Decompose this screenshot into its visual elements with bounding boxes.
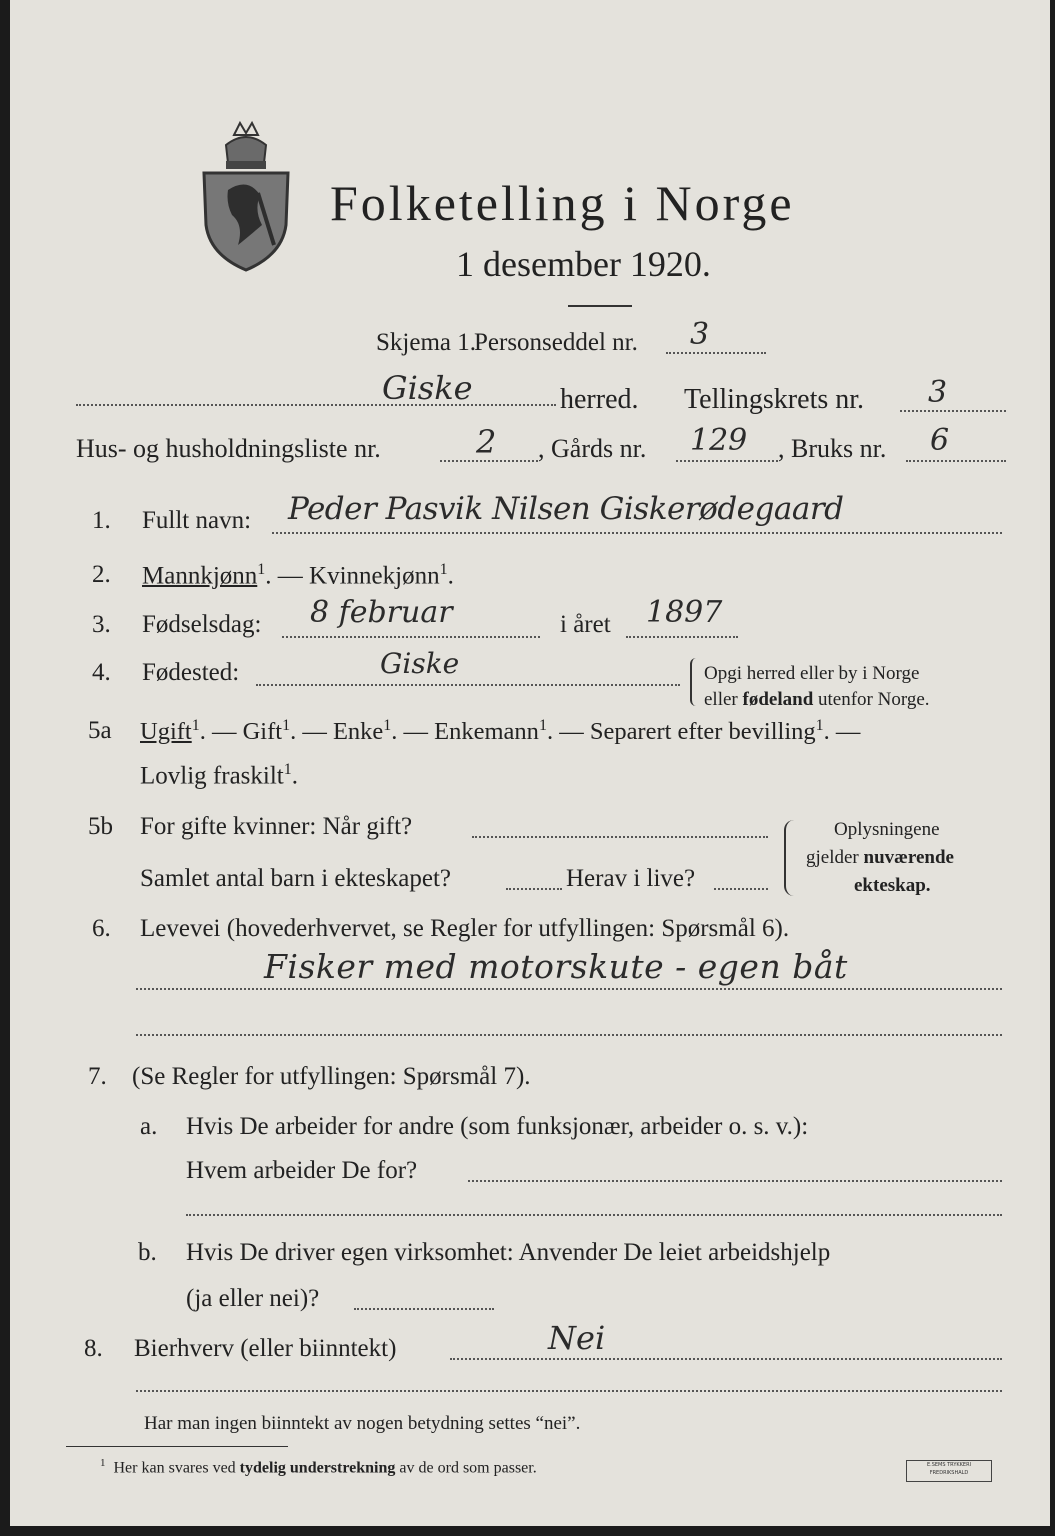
q2-sup2: 1 bbox=[439, 561, 448, 578]
q2-number: 2. bbox=[92, 561, 111, 588]
q7a-answer-line2 bbox=[186, 1214, 1002, 1216]
q3-year-line bbox=[626, 636, 738, 638]
q5a-enkemann-option[interactable]: . — Enkemann bbox=[391, 718, 539, 746]
q6-label: Levevei (hovederhvervet, se Regler for utfyllingen: Spørsmål 6). bbox=[140, 915, 790, 942]
coat-of-arms-emblem bbox=[198, 115, 294, 275]
q2-sup1: 1 bbox=[257, 561, 266, 578]
q7b-letter: b. bbox=[138, 1239, 157, 1266]
personseddel-label: Personseddel nr. bbox=[474, 329, 638, 356]
gards-line bbox=[676, 460, 778, 462]
q8-number: 8. bbox=[84, 1335, 103, 1362]
q5a-number: 5a bbox=[88, 717, 112, 744]
personseddel-value[interactable]: 3 bbox=[690, 317, 710, 352]
q4-line bbox=[256, 684, 680, 686]
q5a-ugift-option[interactable]: Ugift bbox=[140, 718, 192, 746]
form-date: 1 desember 1920. bbox=[456, 244, 711, 284]
q7-number: 7. bbox=[88, 1063, 107, 1090]
q5a-separert-option[interactable]: . — Separert efter bevilling bbox=[546, 718, 816, 746]
herred-value[interactable]: Giske bbox=[382, 369, 473, 407]
q3-year-label: i året bbox=[560, 611, 611, 638]
q5b-note3: ekteskap. bbox=[854, 875, 931, 896]
q8-note: Har man ingen biinntekt av nogen betydning settes “nei”. bbox=[144, 1413, 581, 1434]
q2-end: . bbox=[447, 562, 454, 590]
footnote: $^1$ Her kan svares ved tydelig understrekning av de ord som passer. bbox=[100, 1457, 537, 1477]
q7b-line1: Hvis De driver egen virksomhet: Anvender De leiet arbeidshjelp bbox=[186, 1239, 831, 1266]
hus-value[interactable]: 2 bbox=[476, 423, 497, 461]
q1-line bbox=[272, 532, 1002, 534]
q2-male-option[interactable]: Mannkjønn bbox=[142, 562, 258, 590]
form-title: Folketelling i Norge bbox=[330, 175, 795, 231]
q7-label: (Se Regler for utfyllingen: Spørsmål 7). bbox=[132, 1063, 531, 1090]
q5b-number: 5b bbox=[88, 813, 113, 840]
q4-label: Fødested: bbox=[142, 659, 240, 686]
q3-year-value[interactable]: 1897 bbox=[646, 595, 723, 630]
tellingskrets-line bbox=[900, 410, 1006, 412]
q3-line bbox=[282, 636, 540, 638]
q7a-line1: Hvis De arbeider for andre (som funksjonær, arbeider o. s. v.): bbox=[186, 1113, 809, 1140]
q6-line2 bbox=[136, 1034, 1002, 1036]
q5a-enke-option[interactable]: . — Enke bbox=[290, 718, 384, 746]
q7a-answer-line1 bbox=[468, 1180, 1002, 1182]
q2-female-option[interactable]: Kvinnekjønn bbox=[309, 562, 440, 590]
q1-number: 1. bbox=[92, 507, 111, 534]
q5b-line2-b: Herav i live? bbox=[566, 865, 696, 892]
personseddel-line bbox=[666, 352, 766, 354]
q5b-gift-line bbox=[472, 836, 768, 838]
q4-value[interactable]: Giske bbox=[380, 647, 460, 680]
q7b-answer-line bbox=[354, 1308, 494, 1310]
q8-line2 bbox=[136, 1390, 1002, 1392]
q8-label: Bierhverv (eller biinntekt) bbox=[134, 1335, 397, 1362]
q3-label: Fødselsdag: bbox=[142, 611, 262, 638]
q8-value[interactable]: Nei bbox=[548, 1319, 606, 1357]
q3-value[interactable]: 8 februar bbox=[310, 595, 453, 630]
q5b-line2-a: Samlet antal barn i ekteskapet? bbox=[140, 865, 451, 892]
bruks-line bbox=[906, 460, 1006, 462]
q7a-line2: Hvem arbeider De for? bbox=[186, 1157, 418, 1184]
q6-line1 bbox=[136, 988, 1002, 990]
hus-label: Hus- og husholdningsliste nr. bbox=[76, 434, 381, 463]
herred-label: herred. bbox=[560, 384, 639, 415]
tellingskrets-label: Tellingskrets nr. bbox=[684, 384, 865, 415]
gards-label: , Gårds nr. bbox=[538, 434, 647, 463]
q8-line1 bbox=[450, 1358, 1002, 1360]
q6-value[interactable]: Fisker med motorskute - egen båt bbox=[264, 947, 848, 986]
q7b-line2: (ja eller nei)? bbox=[186, 1285, 320, 1312]
q3-number: 3. bbox=[92, 611, 111, 638]
q5b-note2: gjelder nuværende bbox=[806, 847, 954, 868]
q1-value[interactable]: Peder Pasvik Nilsen Giskerødegaard bbox=[288, 491, 844, 527]
q5b-brace bbox=[784, 820, 796, 896]
q5b-ilive-line bbox=[714, 888, 768, 890]
bruks-value[interactable]: 6 bbox=[930, 423, 950, 458]
q5b-note1: Oplysningene bbox=[834, 819, 940, 840]
q5a-gift-option[interactable]: . — Gift bbox=[199, 718, 283, 746]
q4-number: 4. bbox=[92, 659, 111, 686]
printer-stamp: E.SEMS TRYKKERI FREDRIKSHALD bbox=[906, 1460, 992, 1482]
q5a-line1: Ugift$^1$. — Gift$^1$. — Enke$^1$. — Enkemann$^1$. — Separert efter bevilling$^1$. — bbox=[140, 717, 861, 746]
q5a-line2: Lovlig fraskilt$^1$. bbox=[140, 761, 298, 790]
q1-label: Fullt navn: bbox=[142, 507, 252, 534]
q4-brace bbox=[690, 658, 698, 706]
herred-line bbox=[76, 404, 556, 406]
footnote-rule bbox=[66, 1446, 288, 1447]
q4-note-line2: eller fødeland utenfor Norge. bbox=[704, 689, 930, 710]
q5a-fraskilt-option[interactable]: Lovlig fraskilt bbox=[140, 762, 284, 790]
schema-label: Skjema 1. bbox=[376, 329, 476, 356]
q7a-letter: a. bbox=[140, 1113, 158, 1140]
q5b-line1: For gifte kvinner: Når gift? bbox=[140, 813, 413, 840]
q6-number: 6. bbox=[92, 915, 111, 942]
tellingskrets-value[interactable]: 3 bbox=[928, 375, 948, 410]
bruks-label: , Bruks nr. bbox=[778, 434, 887, 463]
gards-value[interactable]: 129 bbox=[690, 423, 748, 458]
title-divider bbox=[568, 305, 632, 307]
q5b-barn-line bbox=[506, 888, 562, 890]
q4-note-line1: Opgi herred eller by i Norge bbox=[704, 663, 920, 684]
q2-options bbox=[142, 562, 454, 588]
q2-sep: . — bbox=[265, 562, 310, 590]
